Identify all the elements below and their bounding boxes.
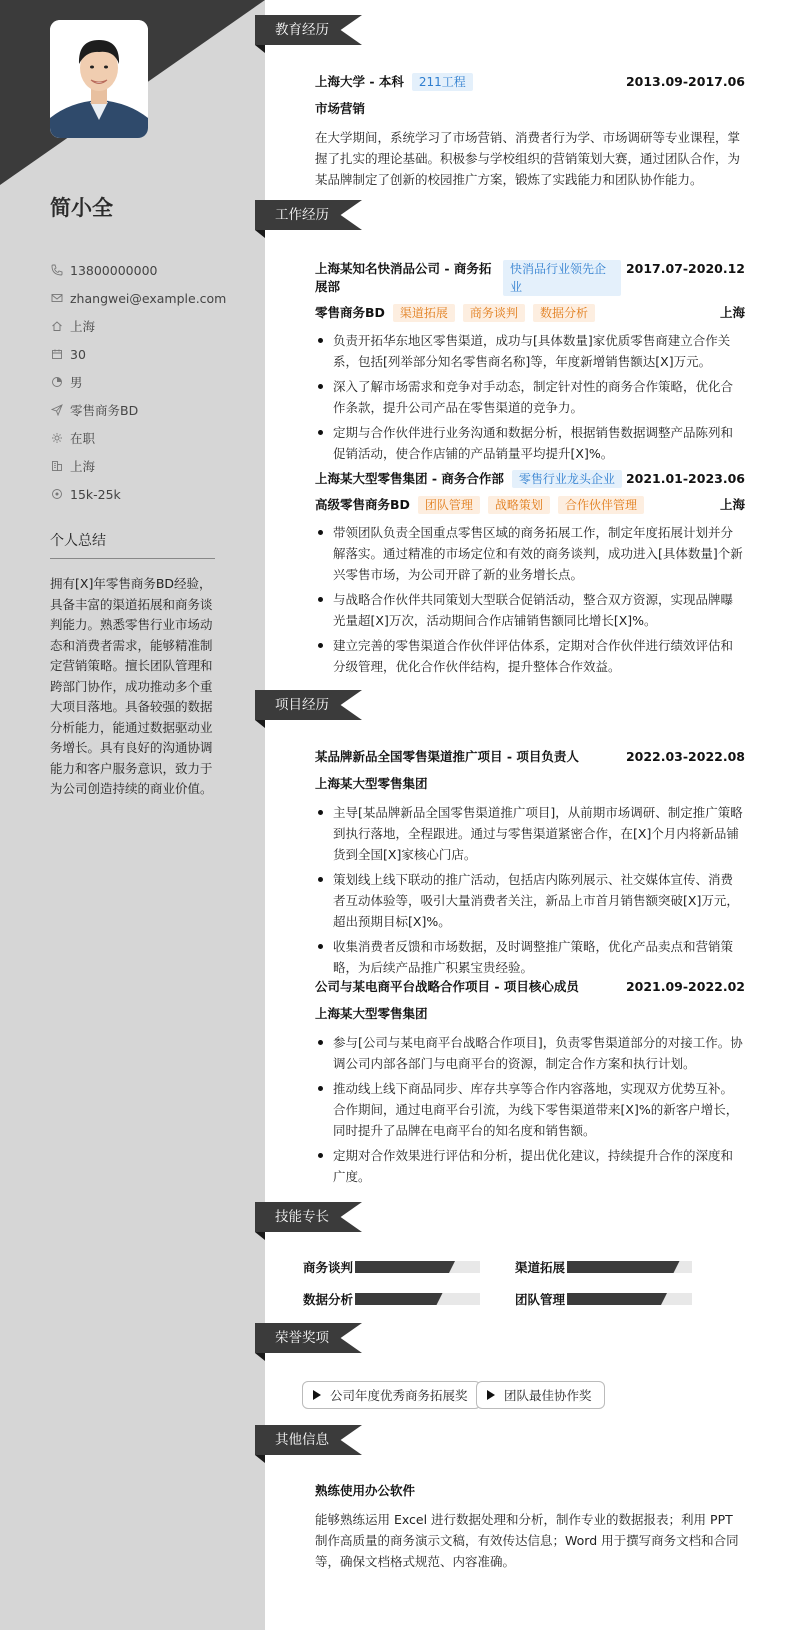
work-location: 上海	[719, 305, 745, 320]
info-city: 上海	[50, 312, 226, 340]
list-item: 参与[公司与某电商平台战略合作项目]，负责零售渠道部分的对接工作。协调公司内部各部门与电商平台的资源，制定合作方案和执行计划。	[315, 1032, 745, 1074]
award-tag: 公司年度优秀商务拓展奖	[302, 1381, 481, 1409]
project-date: 2022.03-2022.08	[625, 749, 745, 764]
work-tag: 合作伙伴管理	[558, 496, 644, 514]
work-location: 上海	[719, 497, 745, 512]
other-title: 熟练使用办公软件	[315, 1483, 416, 1498]
work-tag: 商务谈判	[463, 304, 525, 322]
list-item: 收集消费者反馈和市场数据，及时调整推广策略，优化产品卖点和营销策略，为后续产品推广积累宝贵经验。	[315, 936, 745, 978]
avatar-portrait	[50, 20, 148, 138]
award-tag: 团队最佳协作奖	[476, 1381, 605, 1409]
salary-icon	[50, 487, 64, 501]
project-org: 上海某大型零售集团	[315, 776, 428, 791]
project-date: 2021.09-2022.02	[625, 979, 745, 994]
list-item: 与战略合作伙伴共同策划大型联合促销活动，整合双方资源，实现品牌曝光量超[X]万次，活动期间合作店铺销售额同比增长[X]%。	[315, 589, 745, 631]
skill-label: 团队管理	[515, 1292, 566, 1307]
project-title: 公司与某电商平台战略合作项目 - 项目核心成员	[315, 979, 579, 994]
work-title: 上海某知名快消品公司 - 商务拓展部	[315, 261, 492, 294]
work-tag: 战略策划	[488, 496, 550, 514]
list-item: 推动线上线下商品同步、库存共享等合作内容落地，实现双方优势互补。合作期间，通过电商平台引流，为线下零售渠道带来[X]%的新客户增长，同时提升了品牌在电商平台的知名度和销售额。	[315, 1078, 745, 1141]
calendar-icon	[50, 347, 64, 361]
work-entry-1	[315, 260, 745, 468]
list-item: 主导[某品牌新品全国零售渠道推广项目]，从前期市场调研、制定推广策略到执行落地，全程跟进。通过与零售渠道紧密合作，在[X]个月内将新品铺货到全国[X]家核心门店。	[315, 802, 745, 865]
project-entry-2	[315, 978, 745, 1191]
skill-label: 渠道拓展	[515, 1260, 566, 1275]
work-date: 2021.01-2023.06	[625, 471, 745, 486]
main-content	[255, 0, 794, 1630]
section-header-skills: 技能专长	[255, 1202, 362, 1232]
send-icon	[50, 403, 64, 417]
list-item: 建立完善的零售渠道合作伙伴评估体系，定期对合作伙伴进行绩效评估和分级管理，优化合作伙伴结构，提升整体合作效益。	[315, 635, 745, 677]
candidate-name: 简小全	[50, 196, 113, 220]
play-icon	[487, 1390, 495, 1400]
education-desc: 在大学期间，系统学习了市场营销、消费者行为学、市场调研等专业课程，掌握了扎实的理论基础。积极参与学校组织的营销策划大赛，通过团队合作，为某品牌制定了创新的校园推广方案，锻炼了实践能力和团队协作能力。	[315, 130, 741, 187]
project-org: 上海某大型零售集团	[315, 1006, 428, 1021]
work-entry-2	[315, 470, 745, 681]
other-desc: 能够熟练运用 Excel 进行数据处理和分析，制作专业的数据报表；利用 PPT 制作高质量的商务演示文稿，有效传达信息；Word 用于撰写商务文档和合同等，确保文档格式规范、内容准确。	[315, 1512, 739, 1569]
education-badge: 211工程	[412, 73, 473, 91]
info-position: 零售商务BD	[50, 396, 226, 424]
work-badge: 零售行业龙头企业	[512, 470, 622, 488]
sidebar	[0, 0, 265, 1630]
avatar	[50, 20, 148, 138]
email-icon	[50, 291, 64, 305]
project-bullets	[315, 802, 745, 978]
info-phone: 13800000000	[50, 256, 226, 284]
section-header-honors: 荣誉奖项	[255, 1323, 362, 1353]
skill-label: 商务谈判	[303, 1260, 354, 1275]
education-date: 2013.09-2017.06	[625, 74, 745, 89]
list-item: 深入了解市场需求和竞争对手动态，制定针对性的商务合作策略，优化合作条款，提升公司产品在零售渠道的竞争力。	[315, 376, 745, 418]
education-entry	[315, 73, 745, 190]
skill-item	[515, 1258, 692, 1276]
section-header-work: 工作经历	[255, 200, 362, 230]
section-header-other: 其他信息	[255, 1425, 362, 1455]
home-icon	[50, 319, 64, 333]
project-title: 某品牌新品全国零售渠道推广项目 - 项目负责人	[315, 749, 579, 764]
info-email: zhangwei@example.com	[50, 284, 226, 312]
gender-icon	[50, 375, 64, 389]
contact-info-list	[50, 256, 226, 508]
list-item: 负责开拓华东地区零售渠道，成功与[具体数量]家优质零售商建立合作关系，包括[列举部分知名零售商名称]等，年度新增销售额达[X]万元。	[315, 330, 745, 372]
status-icon	[50, 431, 64, 445]
skill-item	[515, 1290, 692, 1308]
work-role: 零售商务BD	[315, 305, 385, 320]
skill-bar	[355, 1261, 480, 1273]
work-bullets	[315, 330, 745, 464]
list-item: 定期对合作效果进行评估和分析，提出优化建议，持续提升合作的深度和广度。	[315, 1145, 745, 1187]
work-badge: 快消品行业领先企业	[503, 260, 621, 296]
skill-bar	[567, 1293, 692, 1305]
work-bullets	[315, 522, 745, 677]
building-icon	[50, 459, 64, 473]
play-icon	[313, 1390, 321, 1400]
work-role: 高级零售商务BD	[315, 497, 410, 512]
skill-item	[303, 1258, 480, 1276]
skill-label: 数据分析	[303, 1292, 354, 1307]
skill-bar	[567, 1261, 692, 1273]
list-item: 定期与合作伙伴进行业务沟通和数据分析，根据销售数据调整产品陈列和促销活动，使合作店铺的产品销量平均提升[X]%。	[315, 422, 745, 464]
info-work-city: 上海	[50, 452, 226, 480]
info-gender: 男	[50, 368, 226, 396]
work-date: 2017.07-2020.12	[625, 261, 745, 276]
info-salary: 15k-25k	[50, 480, 226, 508]
work-tag: 团队管理	[418, 496, 480, 514]
summary-text: 拥有[X]年零售商务BD经验，具备丰富的渠道拓展和商务谈判能力。熟悉零售行业市场动态和消费者需求，能够精准制定营销策略。擅长团队管理和跨部门协作，成功推动多个重大项目落地。具备较强的数据分析能力，能通过数据驱动业务增长。具有良好的沟通协调能力和客户服务意识，致力于为公司创造持续的商业价值。	[50, 576, 213, 796]
work-title: 上海某大型零售集团 - 商务合作部	[315, 471, 504, 486]
summary-title: 个人总结	[50, 530, 215, 559]
other-entry	[315, 1482, 745, 1572]
info-status: 在职	[50, 424, 226, 452]
work-tag: 渠道拓展	[393, 304, 455, 322]
education-major: 市场营销	[315, 101, 366, 116]
project-bullets	[315, 1032, 745, 1187]
skill-bar	[355, 1293, 480, 1305]
skill-item	[303, 1290, 480, 1308]
section-header-education: 教育经历	[255, 15, 362, 45]
section-header-project: 项目经历	[255, 690, 362, 720]
info-age: 30	[50, 340, 226, 368]
work-tag: 数据分析	[533, 304, 595, 322]
list-item: 策划线上线下联动的推广活动，包括店内陈列展示、社交媒体宣传、消费者互动体验等，吸引大量消费者关注，新品上市首月销售额突破[X]万元，超出预期目标[X]%。	[315, 869, 745, 932]
education-title: 上海大学 - 本科	[315, 74, 404, 89]
phone-icon	[50, 263, 64, 277]
list-item: 带领团队负责全国重点零售区域的商务拓展工作，制定年度拓展计划并分解落实。通过精准的市场定位和有效的商务谈判，成功进入[具体数量]个新兴零售市场，为公司开辟了新的业务增长点。	[315, 522, 745, 585]
project-entry-1	[315, 748, 745, 982]
